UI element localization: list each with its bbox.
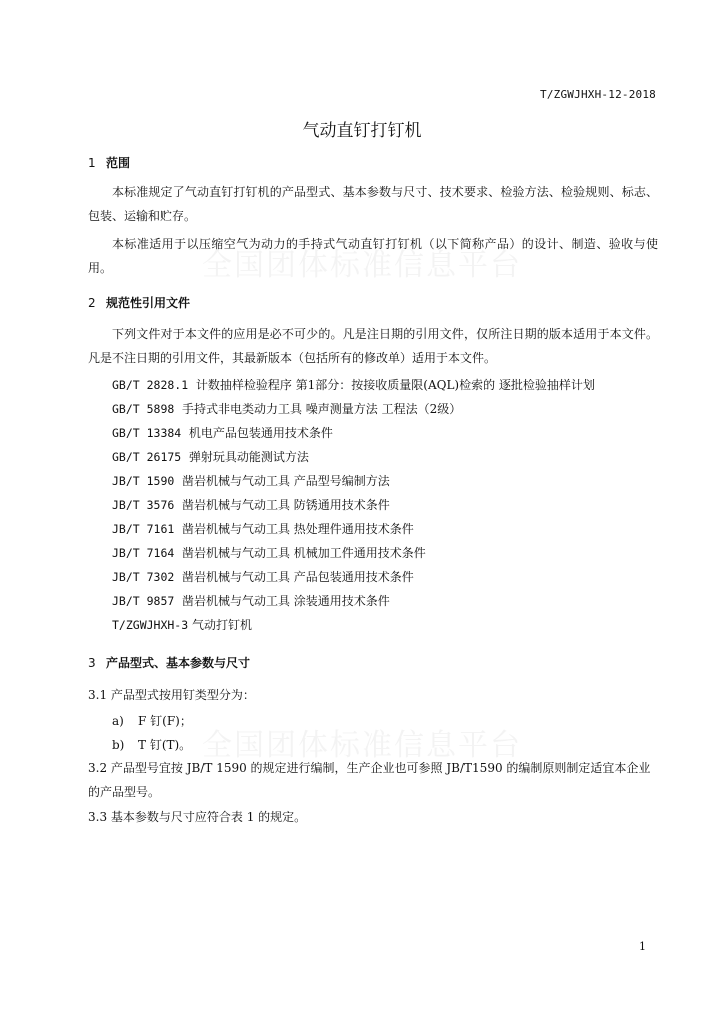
list-item-label: a) (112, 714, 124, 728)
reference-item (112, 472, 390, 489)
clause-3-1: 3.1 产品型式按用钉类型分为： (88, 688, 255, 702)
reference-title: 手持式非电类动力工具 噪声测量方法 工程法（2级） (181, 402, 462, 416)
section-heading (88, 154, 130, 171)
reference-title: 机电产品包装通用技术条件 (188, 426, 333, 440)
section-title: 规范性引用文件 (106, 296, 191, 310)
list-item (112, 736, 191, 753)
paragraph: 本标准适用于以压缩空气为动力的手持式气动直钉打钉机（以下简称产品）的设计、制造、验收与使用。 (88, 237, 658, 275)
list-item-text: T 钉(T)。 (138, 738, 192, 752)
clause-3-2: 3.2 产品型号宜按 JB/T 1590 的规定进行编制，生产企业也可参照 JB/T1590 的编制原则制定适宜本企业的产品型号。 (88, 761, 651, 799)
reference-title: 凿岩机械与气动工具 机械加工件通用技术条件 (181, 546, 426, 560)
reference-title: 气动打钉机 (192, 618, 253, 632)
reference-code: JB/T 7302 (112, 570, 175, 584)
standard-code: T/ZGWJHXH-12-2018 (540, 88, 656, 101)
list-item-text: F 钉(F)； (138, 714, 192, 728)
watermark: 全国团体标准信息平台 (202, 728, 522, 763)
reference-code: GB/T 13384 (112, 426, 182, 440)
reference-item (112, 424, 333, 441)
reference-title: 弹射玩具动能测试方法 (188, 450, 309, 464)
reference-title: 凿岩机械与气动工具 热处理件通用技术条件 (181, 522, 414, 536)
reference-code: GB/T 2828.1 (112, 378, 189, 392)
reference-item (112, 520, 414, 537)
paragraph: 本标准规定了气动直钉打钉机的产品型式、基本参数与尺寸、技术要求、检验方法、检验规则、标志、包装、运输和贮存。 (88, 185, 658, 223)
reference-code: JB/T 7161 (112, 522, 175, 536)
reference-code: GB/T 5898 (112, 402, 175, 416)
list-item (112, 712, 192, 729)
list-item-label: b) (112, 738, 125, 752)
reference-title: 凿岩机械与气动工具 防锈通用技术条件 (181, 498, 390, 512)
reference-code: JB/T 9857 (112, 594, 175, 608)
reference-code: GB/T 26175 (112, 450, 182, 464)
reference-item (112, 448, 309, 465)
reference-item (112, 592, 390, 609)
section-title: 产品型式、基本参数与尺寸 (106, 656, 251, 670)
section-heading (88, 654, 250, 671)
reference-code: T/ZGWJHXH-3 (112, 618, 189, 632)
section-title: 范围 (106, 156, 131, 170)
section-number: 2 (88, 296, 96, 310)
section-number: 1 (88, 156, 96, 170)
reference-code: JB/T 3576 (112, 498, 175, 512)
reference-code: JB/T 7164 (112, 546, 175, 560)
reference-title: 凿岩机械与气动工具 产品型号编制方法 (181, 474, 390, 488)
reference-title: 凿岩机械与气动工具 产品包装通用技术条件 (181, 570, 414, 584)
page-number: 1 (639, 940, 646, 953)
reference-item (112, 496, 390, 513)
reference-title: 凿岩机械与气动工具 涂装通用技术条件 (181, 594, 390, 608)
reference-code: JB/T 1590 (112, 474, 175, 488)
reference-item (112, 544, 426, 561)
clause-3-3: 3.3 基本参数与尺寸应符合表 1 的规定。 (88, 810, 307, 824)
reference-item (112, 568, 414, 585)
reference-item (112, 616, 252, 633)
section-number: 3 (88, 656, 96, 670)
reference-item (112, 376, 595, 393)
reference-item (112, 400, 461, 417)
section-heading (88, 294, 190, 311)
reference-title: 计数抽样检验程序 第1部分：按接收质量限(AQL)检索的 逐批检验抽样计划 (195, 378, 595, 392)
document-title: 气动直钉打钉机 (302, 121, 422, 141)
watermark: 全国团体标准信息平台 (202, 248, 522, 283)
paragraph: 下列文件对于本文件的应用是必不可少的。凡是注日期的引用文件，仅所注日期的版本适用于本文件。凡是不注日期的引用文件，其最新版本（包括所有的修改单）适用于本文件。 (88, 327, 658, 365)
